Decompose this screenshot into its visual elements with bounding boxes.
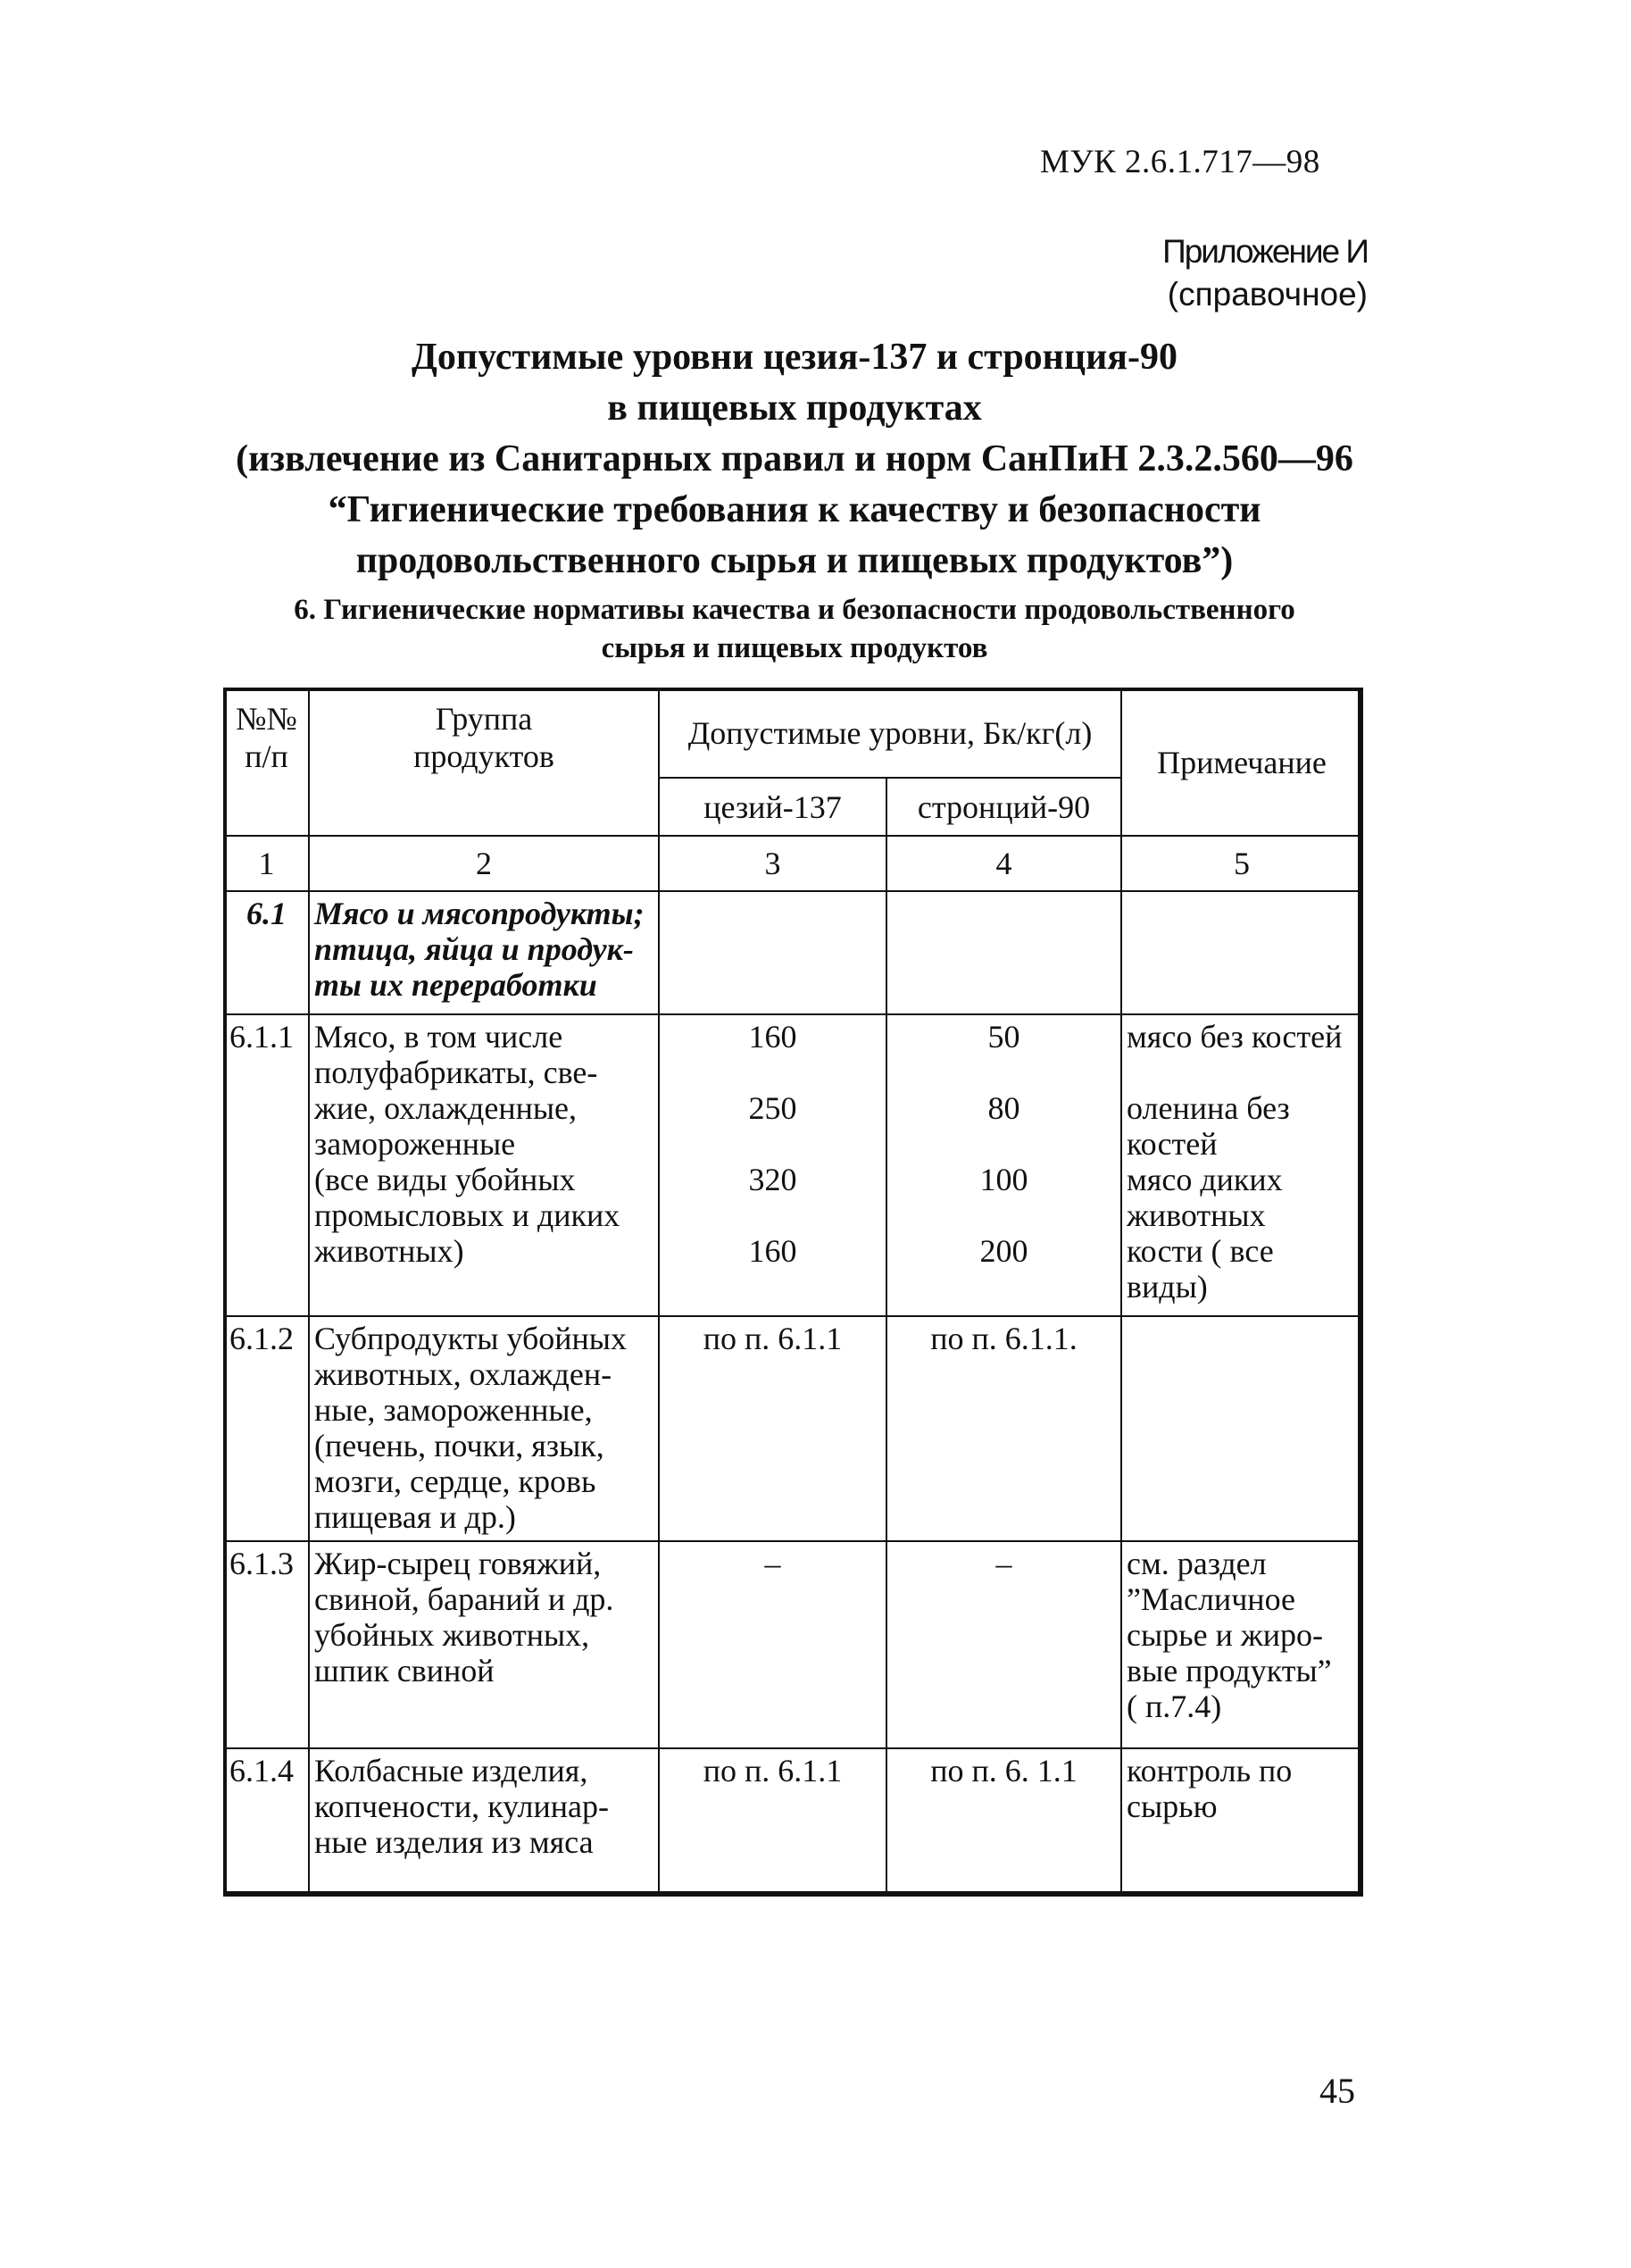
row-cesium: 160 250 320 160 <box>659 1014 886 1316</box>
norms-table <box>223 688 1363 1897</box>
header-note: Примечание <box>1121 688 1362 836</box>
section-title <box>214 591 1375 668</box>
row-group: Колбасные изделия, копчености, кулинар- ные изделия из мяса <box>309 1748 659 1896</box>
col-number-2: 2 <box>309 836 659 891</box>
section-num: 6.1 <box>224 891 309 1014</box>
section-empty-sr <box>886 891 1121 1014</box>
row-strontium: по п. 6. 1.1 <box>886 1748 1121 1896</box>
document-code: МУК 2.6.1.717—98 <box>1040 144 1320 180</box>
row-num: 6.1.4 <box>224 1748 309 1896</box>
section-empty-note <box>1121 891 1362 1014</box>
row-note: контроль по сырью <box>1121 1748 1362 1896</box>
col-number-3: 3 <box>659 836 886 891</box>
table-row <box>224 1316 1362 1541</box>
table-row <box>224 1014 1362 1316</box>
row-num: 6.1.3 <box>224 1541 309 1748</box>
section-name: Мясо и мясопродукты; птица, яйца и продук- ты их переработки <box>309 891 659 1014</box>
row-strontium: по п. 6.1.1. <box>886 1316 1121 1541</box>
title-line-5: продовольственного сырья и пищевых продуктов”) <box>355 540 1234 581</box>
table-row <box>224 1541 1362 1748</box>
header-cesium: цезий-137 <box>659 778 886 836</box>
row-group: Субпродукты убойных животных, охлажден- ные, замороженные, (печень, почки, язык, мозги, сердце, кровь пищевая и др.) <box>309 1316 659 1541</box>
title-line-2: в пищевых продуктах <box>607 388 982 429</box>
row-strontium: – <box>886 1541 1121 1748</box>
row-note: мясо без костей оленина без костей мясо диких животных кости ( все виды) <box>1121 1014 1362 1316</box>
col-number-4: 4 <box>886 836 1121 891</box>
title-line-4: “Гигиенические требования к качеству и безопасности <box>328 489 1261 530</box>
page-number: 45 <box>1319 2071 1355 2111</box>
row-group: Мясо, в том числе полуфабрикаты, све- жие, охлажденные, замороженные (все виды убойных промысловых и диких животных) <box>309 1014 659 1316</box>
row-cesium: по п. 6.1.1 <box>659 1316 886 1541</box>
header-group: Группа продуктов <box>309 688 659 836</box>
row-num: 6.1.2 <box>224 1316 309 1541</box>
document-title <box>214 332 1375 587</box>
header-num: №№ п/п <box>224 688 309 836</box>
row-cesium: – <box>659 1541 886 1748</box>
table-row <box>224 1748 1362 1896</box>
col-number-5: 5 <box>1121 836 1362 891</box>
row-note <box>1121 1316 1362 1541</box>
row-cesium: по п. 6.1.1 <box>659 1748 886 1896</box>
appendix-title: Приложение И <box>1162 233 1368 270</box>
appendix-type: (справочное) <box>1167 276 1368 313</box>
section-title-line-2: сырья и пищевых продуктов <box>601 632 988 664</box>
col-number-1: 1 <box>224 836 309 891</box>
table-section-row <box>224 891 1362 1014</box>
section-title-line-1: 6. Гигиенические нормативы качества и безопасности продовольственного <box>294 594 1295 626</box>
title-line-1: Допустимые уровни цезия-137 и стронция-90 <box>412 337 1177 378</box>
row-group: Жир-сырец говяжий, свиной, бараний и др. убойных животных, шпик свиной <box>309 1541 659 1748</box>
title-line-3: (извлечение из Санитарных правил и норм СанПиН 2.3.2.560—96 <box>236 438 1353 479</box>
header-levels: Допустимые уровни, Бк/кг(л) <box>659 688 1121 778</box>
appendix-label <box>1162 230 1368 316</box>
row-note: см. раздел ”Масличное сырье и жиро- вые продукты” ( п.7.4) <box>1121 1541 1362 1748</box>
row-num: 6.1.1 <box>224 1014 309 1316</box>
section-empty-cs <box>659 891 886 1014</box>
header-strontium: стронций-90 <box>886 778 1121 836</box>
row-strontium: 50 80 100 200 <box>886 1014 1121 1316</box>
